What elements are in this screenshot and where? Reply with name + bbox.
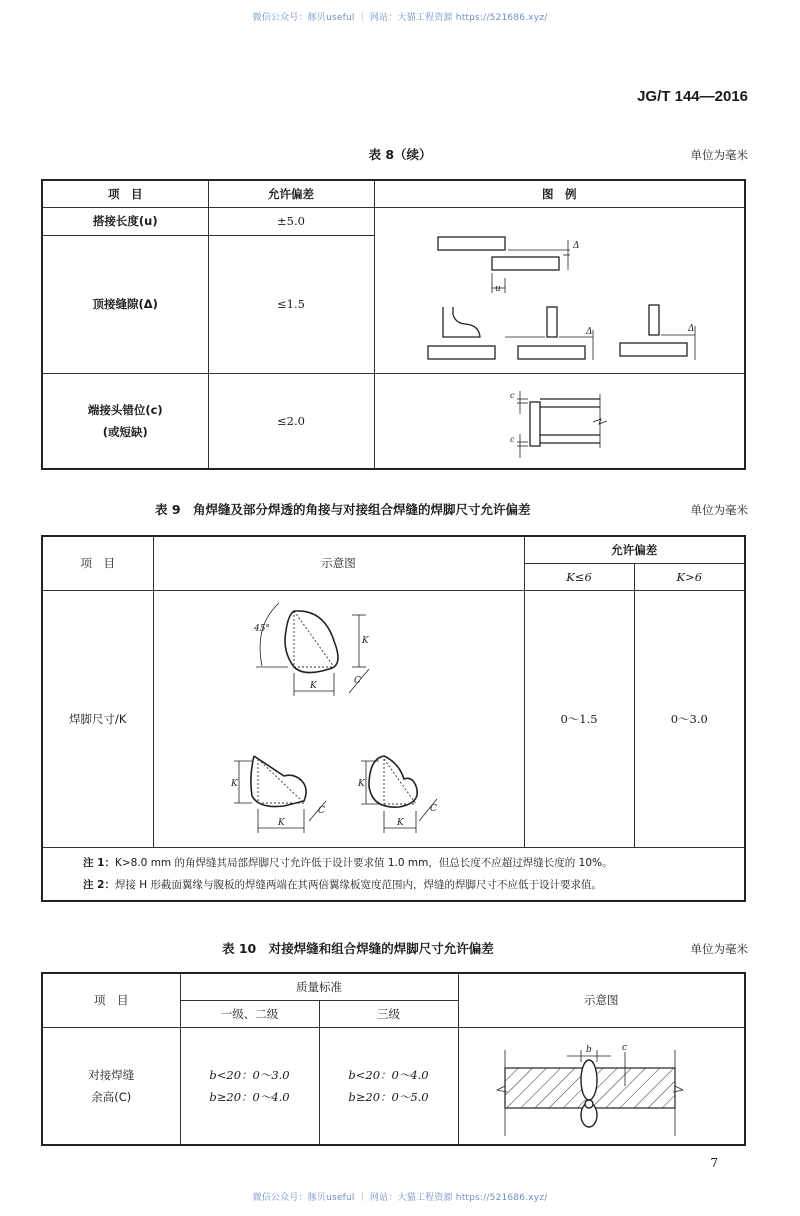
table9-note-2	[83, 874, 744, 896]
butt-weld-diagram	[459, 1028, 744, 1144]
table8-header-item: 项 目	[42, 180, 208, 207]
fillet-weld-diagram	[154, 591, 524, 846]
table8-value-lap-length: ±5.0	[208, 207, 374, 235]
label-c-bl: C	[317, 806, 325, 816]
table8-figure-lap-and-gap	[374, 207, 745, 373]
table8-unit: 单位为毫米	[690, 148, 748, 162]
label-k-top-v: K	[361, 636, 369, 646]
table8-row-lap-length: 搭接长度(u)	[42, 207, 208, 235]
label-delta-3: Δ	[687, 324, 694, 334]
table8-value-end-offset: ≤2.0	[208, 373, 374, 469]
grade3-line2: b≥20：0～5.0	[348, 1089, 429, 1104]
table10-unit: 单位为毫米	[690, 942, 748, 956]
table9-header-k-le-6: K≤6	[524, 563, 634, 590]
table9-header-k-gt-6: K>6	[634, 563, 745, 590]
table10-value-grade3	[319, 1027, 458, 1145]
note-2-text: 焊接 H 形截面翼缘与腹板的焊缝两端在其两倍翼缘板宽度范围内，焊缝的焊脚尺寸不应低于设计要求值。	[114, 878, 603, 891]
label-delta-2: Δ	[585, 327, 592, 337]
table10-row-butt-reinforcement	[42, 1027, 180, 1145]
label-delta-1: Δ	[572, 241, 579, 251]
table10-header-grade12: 一级、二级	[180, 1000, 319, 1027]
table9	[41, 535, 746, 902]
table8-row-end-offset-line1: 端接头错位(c)	[87, 402, 163, 417]
table8-row-butt-gap: 顶接缝隙(Δ)	[42, 235, 208, 373]
table10	[41, 972, 746, 1146]
table9-header-tolerance: 允许偏差	[524, 536, 745, 563]
table9-header-figure: 示意图	[153, 536, 524, 590]
table10-caption: 表 10 对接焊缝和组合焊缝的焊脚尺寸允许偏差	[222, 941, 494, 956]
row-item-line1: 对接焊缝	[88, 1067, 135, 1082]
note-2-label: 注 2：	[83, 878, 115, 891]
label-45deg: 45°	[253, 624, 270, 634]
lap-and-gap-diagram	[375, 210, 745, 370]
label-c-2: c	[509, 434, 514, 444]
table9-note-1	[83, 852, 744, 874]
standard-code: JG/T 144—2016	[637, 88, 748, 105]
table9-figure-fillet	[153, 590, 524, 847]
page-number: 7	[710, 1156, 718, 1170]
table9-caption: 表 9 角焊缝及部分焊透的角接与对接组合焊缝的焊脚尺寸允许偏差	[155, 502, 531, 517]
label-u: u	[494, 284, 501, 294]
table8-value-butt-gap: ≤1.5	[208, 235, 374, 373]
table10-header-item: 项 目	[42, 973, 180, 1027]
table8-row-end-offset-line2: (或短缺)	[102, 424, 148, 439]
label-k-br-h: K	[396, 818, 404, 828]
table9-value-k-gt-6: 0～3.0	[634, 590, 745, 847]
table8	[41, 179, 746, 470]
grade12-line1: b<20：0～3.0	[209, 1067, 290, 1082]
label-k-bl-h: K	[277, 818, 285, 828]
label-c-top: C	[353, 676, 361, 686]
watermark-top: 微信公众号：豚贝useful ｜ 网站：大猫工程资源 https://521686.xyz/	[252, 13, 548, 23]
label-k-top-h: K	[309, 681, 317, 691]
label-k-br-v: K	[357, 779, 365, 789]
table8-row-end-offset	[42, 373, 208, 469]
label-c: c	[621, 1042, 627, 1053]
table9-row-leg-size: 焊脚尺寸/K	[42, 590, 153, 847]
table9-notes	[42, 847, 745, 901]
grade3-line1: b<20：0～4.0	[348, 1067, 429, 1082]
grade12-line2: b≥20：0～4.0	[209, 1089, 290, 1104]
table8-figure-end-offset	[374, 373, 745, 469]
label-c-br: C	[429, 804, 437, 814]
table10-header-grade3: 三级	[319, 1000, 458, 1027]
note-1-text: K>8.0 mm 的角焊缝其局部焊脚尺寸允许低于设计要求值 1.0 mm，但总长度不应超过焊缝长度的 10%。	[114, 856, 613, 869]
table10-value-grade12	[180, 1027, 319, 1145]
note-1-label: 注 1：	[83, 856, 115, 869]
watermark-bottom: 微信公众号：豚贝useful ｜ 网站：大猫工程资源 https://521686.xyz/	[252, 1193, 548, 1203]
label-b: b	[585, 1044, 592, 1055]
table10-header-figure: 示意图	[458, 973, 745, 1027]
table10-figure-butt-weld	[458, 1027, 745, 1145]
label-c-1: c	[509, 390, 514, 400]
table9-value-k-le-6: 0～1.5	[524, 590, 634, 847]
table8-header-tolerance: 允许偏差	[208, 180, 374, 207]
table8-header-figure: 图 例	[374, 180, 745, 207]
table8-caption: 表 8（续）	[368, 147, 432, 162]
table9-header-item: 项 目	[42, 536, 153, 590]
table9-unit: 单位为毫米	[690, 503, 748, 517]
end-offset-diagram	[375, 376, 745, 466]
label-k-bl-v: K	[230, 779, 238, 789]
row-item-line2: 余高(C)	[91, 1089, 132, 1104]
table10-header-quality: 质量标准	[180, 973, 458, 1000]
